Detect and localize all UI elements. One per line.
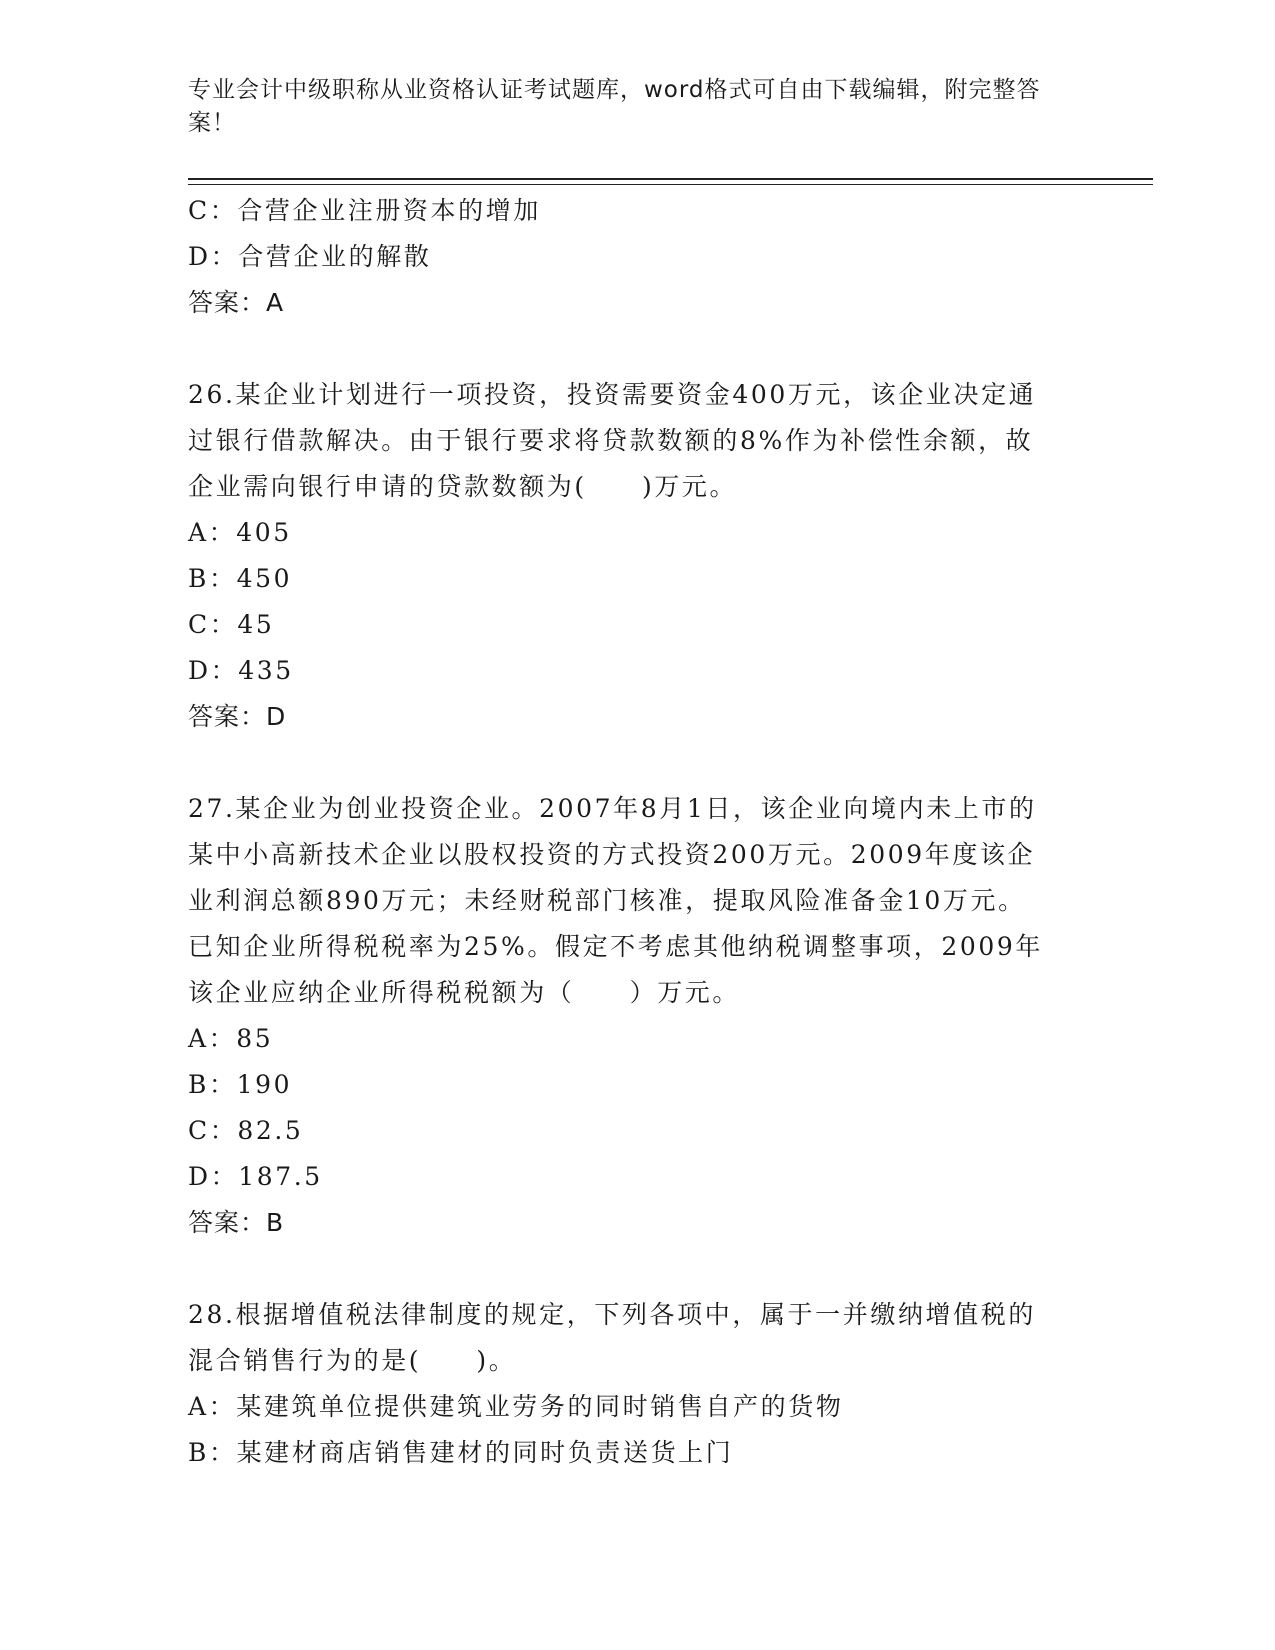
header-line-1: 专业会计中级职称从业资格认证考试题库，word格式可自由下载编辑，附完整答 [188,77,1041,103]
answer: 答案：B [188,1208,285,1237]
document-header [188,74,1068,140]
option-a: A：85 [188,1024,274,1053]
question-stem-line: 某中小高新技术企业以股权投资的方式投资200万元。2009年度该企 [188,840,1036,869]
option-d: D：435 [188,656,294,685]
option-a: A：405 [188,518,292,547]
option-c: C：45 [188,610,275,639]
option-d: D：合营企业的解散 [188,242,432,271]
option-b: B：190 [188,1070,293,1099]
option-c: C：合营企业注册资本的增加 [188,196,541,225]
question-stem-line: 过银行借款解决。由于银行要求将贷款数额的8%作为补偿性余额，故 [188,426,1034,455]
answer: 答案：A [188,288,285,317]
spacer [188,326,1088,372]
question-stem-line: 该企业应纳企业所得税税额为（ ）万元。 [188,978,741,1007]
question-stem-line: 26.某企业计划进行一项投资，投资需要资金400万元，该企业决定通 [188,380,1037,409]
question-stem-line: 业利润总额890万元；未经财税部门核准，提取风险准备金10万元。 [188,886,1026,915]
header-rule-thick [188,178,1153,180]
header-line-2: 案！ [188,110,236,136]
option-c: C：82.5 [188,1116,304,1145]
option-d: D：187.5 [188,1162,323,1191]
question-27 [188,786,1088,1246]
spacer [188,1246,1088,1292]
option-b: B：450 [188,564,293,593]
question-25-tail [188,188,1088,326]
option-b: B：某建材商店销售建材的同时负责送货上门 [188,1438,734,1467]
question-26 [188,372,1088,740]
header-rule-thin [188,184,1153,185]
question-stem-line: 企业需向银行申请的贷款数额为( )万元。 [188,472,738,501]
option-a: A：某建筑单位提供建筑业劳务的同时销售自产的货物 [188,1392,844,1421]
answer: 答案：D [188,702,287,731]
question-stem-line: 已知企业所得税税率为25%。假定不考虑其他纳税调整事项，2009年 [188,932,1043,961]
question-stem-line: 28.根据增值税法律制度的规定，下列各项中，属于一并缴纳增值税的 [188,1300,1036,1329]
question-content [188,188,1088,1476]
spacer [188,740,1088,786]
question-stem-line: 混合销售行为的是( )。 [188,1346,517,1375]
question-28 [188,1292,1088,1476]
question-stem-line: 27.某企业为创业投资企业。2007年8月1日，该企业向境内未上市的 [188,794,1037,823]
